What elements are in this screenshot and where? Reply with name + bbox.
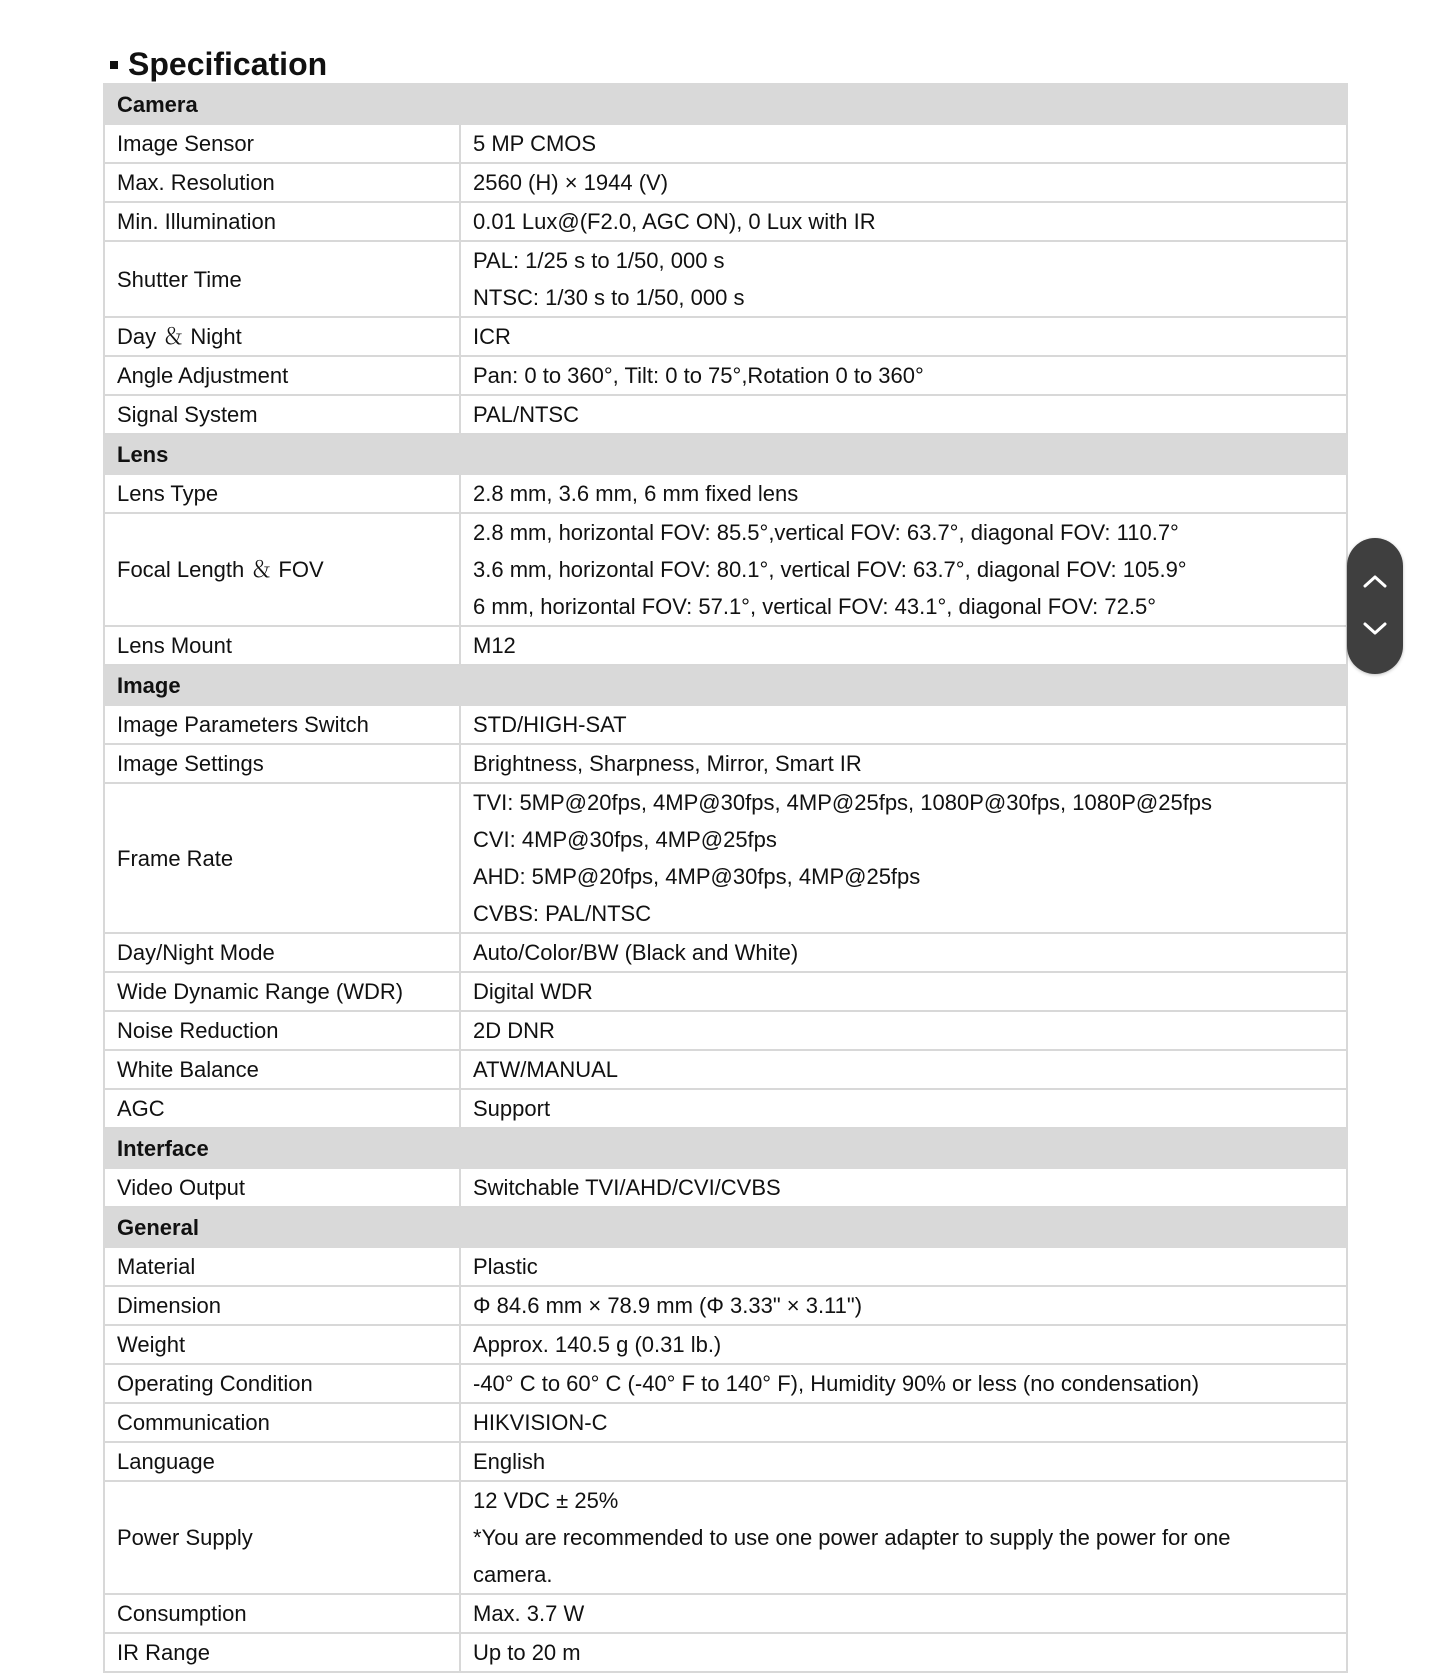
- spec-label: Wide Dynamic Range (WDR): [104, 972, 460, 1011]
- spec-value-line: Φ 84.6 mm × 78.9 mm (Φ 3.33" × 3.11"): [473, 1293, 863, 1318]
- spec-value: [460, 1481, 1347, 1594]
- spec-row: [104, 972, 1347, 1011]
- section-header: Lens: [104, 434, 1347, 474]
- spec-value: [460, 163, 1347, 202]
- spec-value-line: Pan: 0 to 360°, Tilt: 0 to 75°,Rotation 0 to 360°: [473, 363, 924, 388]
- spec-label: Focal Length ＆ FOV: [104, 513, 460, 626]
- spec-row: [104, 1011, 1347, 1050]
- spec-value-line: *You are recommended to use one power adapter to supply the power for one: [473, 1525, 1231, 1550]
- spec-value: [460, 395, 1347, 434]
- spec-value: [460, 1325, 1347, 1364]
- spec-value-line: Plastic: [473, 1254, 538, 1279]
- spec-value-line: -40° C to 60° C (-40° F to 140° F), Humidity 90% or less (no condensation): [473, 1371, 1200, 1396]
- spec-row: [104, 356, 1347, 395]
- spec-value-line: Approx. 140.5 g (0.31 lb.): [473, 1332, 722, 1357]
- section-header-row: [104, 665, 1347, 705]
- spec-label: Material: [104, 1247, 460, 1286]
- spec-value: [460, 1364, 1347, 1403]
- specification-table: [103, 83, 1348, 1673]
- spec-value: [460, 783, 1347, 933]
- spec-label: Image Parameters Switch: [104, 705, 460, 744]
- spec-label: AGC: [104, 1089, 460, 1128]
- spec-value-line: 2560 (H) × 1944 (V): [473, 170, 669, 195]
- spec-value-line: 3.6 mm, horizontal FOV: 80.1°, vertical FOV: 63.7°, diagonal FOV: 105.9°: [473, 557, 1187, 582]
- spec-value-line: CVI: 4MP@30fps, 4MP@25fps: [473, 827, 777, 852]
- spec-value: [460, 1168, 1347, 1207]
- spec-value-line: camera.: [473, 1562, 553, 1587]
- spec-label: Lens Type: [104, 474, 460, 513]
- spec-label: Image Settings: [104, 744, 460, 783]
- spec-value-line: 2D DNR: [473, 1018, 555, 1043]
- spec-value-line: English: [473, 1449, 546, 1474]
- spec-row: [104, 474, 1347, 513]
- spec-label: Day/Night Mode: [104, 933, 460, 972]
- spec-value-line: Brightness, Sharpness, Mirror, Smart IR: [473, 751, 862, 776]
- scroll-up-button[interactable]: [1347, 556, 1403, 606]
- page-scroll-control: [1347, 538, 1403, 674]
- page-title-text: Specification: [128, 46, 328, 82]
- spec-value: [460, 1011, 1347, 1050]
- spec-row: [104, 933, 1347, 972]
- spec-value-line: 0.01 Lux@(F2.0, AGC ON), 0 Lux with IR: [473, 209, 876, 234]
- spec-label: Noise Reduction: [104, 1011, 460, 1050]
- spec-row: [104, 124, 1347, 163]
- spec-row: [104, 317, 1347, 356]
- spec-value-line: 12 VDC ± 25%: [473, 1488, 619, 1513]
- spec-value-line: TVI: 5MP@20fps, 4MP@30fps, 4MP@25fps, 1080P@30fps, 1080P@25fps: [473, 790, 1213, 815]
- spec-label: Max. Resolution: [104, 163, 460, 202]
- spec-label: Shutter Time: [104, 241, 460, 317]
- spec-label: Frame Rate: [104, 783, 460, 933]
- spec-value-line: 2.8 mm, 3.6 mm, 6 mm fixed lens: [473, 481, 799, 506]
- spec-label: Signal System: [104, 395, 460, 434]
- section-header: Image: [104, 665, 1347, 705]
- spec-label: Operating Condition: [104, 1364, 460, 1403]
- spec-label: Lens Mount: [104, 626, 460, 665]
- spec-value-line: Switchable TVI/AHD/CVI/CVBS: [473, 1175, 781, 1200]
- spec-label: Weight: [104, 1325, 460, 1364]
- spec-value: [460, 626, 1347, 665]
- spec-row: [104, 1089, 1347, 1128]
- spec-value: [460, 744, 1347, 783]
- section-header: Camera: [104, 84, 1347, 124]
- chevron-down-icon: [1362, 621, 1388, 637]
- spec-value: [460, 933, 1347, 972]
- spec-value: [460, 1633, 1347, 1672]
- spec-row: [104, 783, 1347, 933]
- spec-label: Consumption: [104, 1594, 460, 1633]
- section-header: Interface: [104, 1128, 1347, 1168]
- spec-row: [104, 513, 1347, 626]
- spec-row: [104, 395, 1347, 434]
- section-header-row: [104, 1207, 1347, 1247]
- spec-value-line: PAL: 1/25 s to 1/50, 000 s: [473, 248, 725, 273]
- spec-label: Power Supply: [104, 1481, 460, 1594]
- spec-row: [104, 1594, 1347, 1633]
- spec-row: [104, 1403, 1347, 1442]
- spec-value-line: Digital WDR: [473, 979, 593, 1004]
- spec-value: [460, 317, 1347, 356]
- spec-label: Communication: [104, 1403, 460, 1442]
- spec-value: [460, 1247, 1347, 1286]
- spec-value: [460, 202, 1347, 241]
- spec-row: [104, 705, 1347, 744]
- spec-value: [460, 1594, 1347, 1633]
- spec-row: [104, 626, 1347, 665]
- spec-row: [104, 1050, 1347, 1089]
- spec-value: [460, 124, 1347, 163]
- spec-value: [460, 474, 1347, 513]
- spec-value: [460, 1403, 1347, 1442]
- spec-label: Image Sensor: [104, 124, 460, 163]
- spec-value: [460, 241, 1347, 317]
- section-header-row: [104, 84, 1347, 124]
- page-title: [110, 42, 327, 86]
- spec-value: [460, 1442, 1347, 1481]
- bullet-icon: [110, 61, 118, 69]
- spec-value: [460, 1050, 1347, 1089]
- spec-value-line: Auto/Color/BW (Black and White): [473, 940, 799, 965]
- spec-label: Dimension: [104, 1286, 460, 1325]
- section-header-row: [104, 1128, 1347, 1168]
- chevron-up-icon: [1362, 573, 1388, 589]
- spec-value-line: PAL/NTSC: [473, 402, 579, 427]
- spec-value: [460, 1089, 1347, 1128]
- spec-value-line: M12: [473, 633, 516, 658]
- spec-row: [104, 744, 1347, 783]
- spec-label: Language: [104, 1442, 460, 1481]
- spec-value: [460, 972, 1347, 1011]
- spec-value-line: Up to 20 m: [473, 1640, 581, 1665]
- spec-value-line: HIKVISION-C: [473, 1410, 608, 1435]
- section-header: General: [104, 1207, 1347, 1247]
- spec-row: [104, 1247, 1347, 1286]
- spec-label: Min. Illumination: [104, 202, 460, 241]
- spec-value-line: ATW/MANUAL: [473, 1057, 619, 1082]
- spec-value-line: 6 mm, horizontal FOV: 57.1°, vertical FOV: 43.1°, diagonal FOV: 72.5°: [473, 594, 1157, 619]
- section-header-row: [104, 434, 1347, 474]
- spec-value: [460, 705, 1347, 744]
- spec-value-line: 5 MP CMOS: [473, 131, 597, 156]
- spec-value-line: ICR: [473, 324, 511, 349]
- spec-value: [460, 1286, 1347, 1325]
- spec-label: Video Output: [104, 1168, 460, 1207]
- spec-row: [104, 202, 1347, 241]
- spec-label: IR Range: [104, 1633, 460, 1672]
- spec-value-line: NTSC: 1/30 s to 1/50, 000 s: [473, 285, 745, 310]
- spec-value-line: 2.8 mm, horizontal FOV: 85.5°,vertical FOV: 63.7°, diagonal FOV: 110.7°: [473, 520, 1179, 545]
- spec-row: [104, 1168, 1347, 1207]
- spec-value-line: Support: [473, 1096, 551, 1121]
- spec-row: [104, 1286, 1347, 1325]
- spec-value-line: STD/HIGH-SAT: [473, 712, 627, 737]
- spec-label: White Balance: [104, 1050, 460, 1089]
- spec-label: Angle Adjustment: [104, 356, 460, 395]
- spec-row: [104, 1481, 1347, 1594]
- spec-row: [104, 163, 1347, 202]
- spec-row: [104, 1633, 1347, 1672]
- scroll-down-button[interactable]: [1347, 604, 1403, 654]
- spec-value-line: AHD: 5MP@20fps, 4MP@30fps, 4MP@25fps: [473, 864, 921, 889]
- spec-value: [460, 356, 1347, 395]
- spec-value-line: Max. 3.7 W: [473, 1601, 585, 1626]
- spec-label: Day ＆ Night: [104, 317, 460, 356]
- spec-value-line: CVBS: PAL/NTSC: [473, 901, 652, 926]
- spec-row: [104, 1364, 1347, 1403]
- spec-row: [104, 1442, 1347, 1481]
- spec-row: [104, 241, 1347, 317]
- spec-value: [460, 513, 1347, 626]
- spec-row: [104, 1325, 1347, 1364]
